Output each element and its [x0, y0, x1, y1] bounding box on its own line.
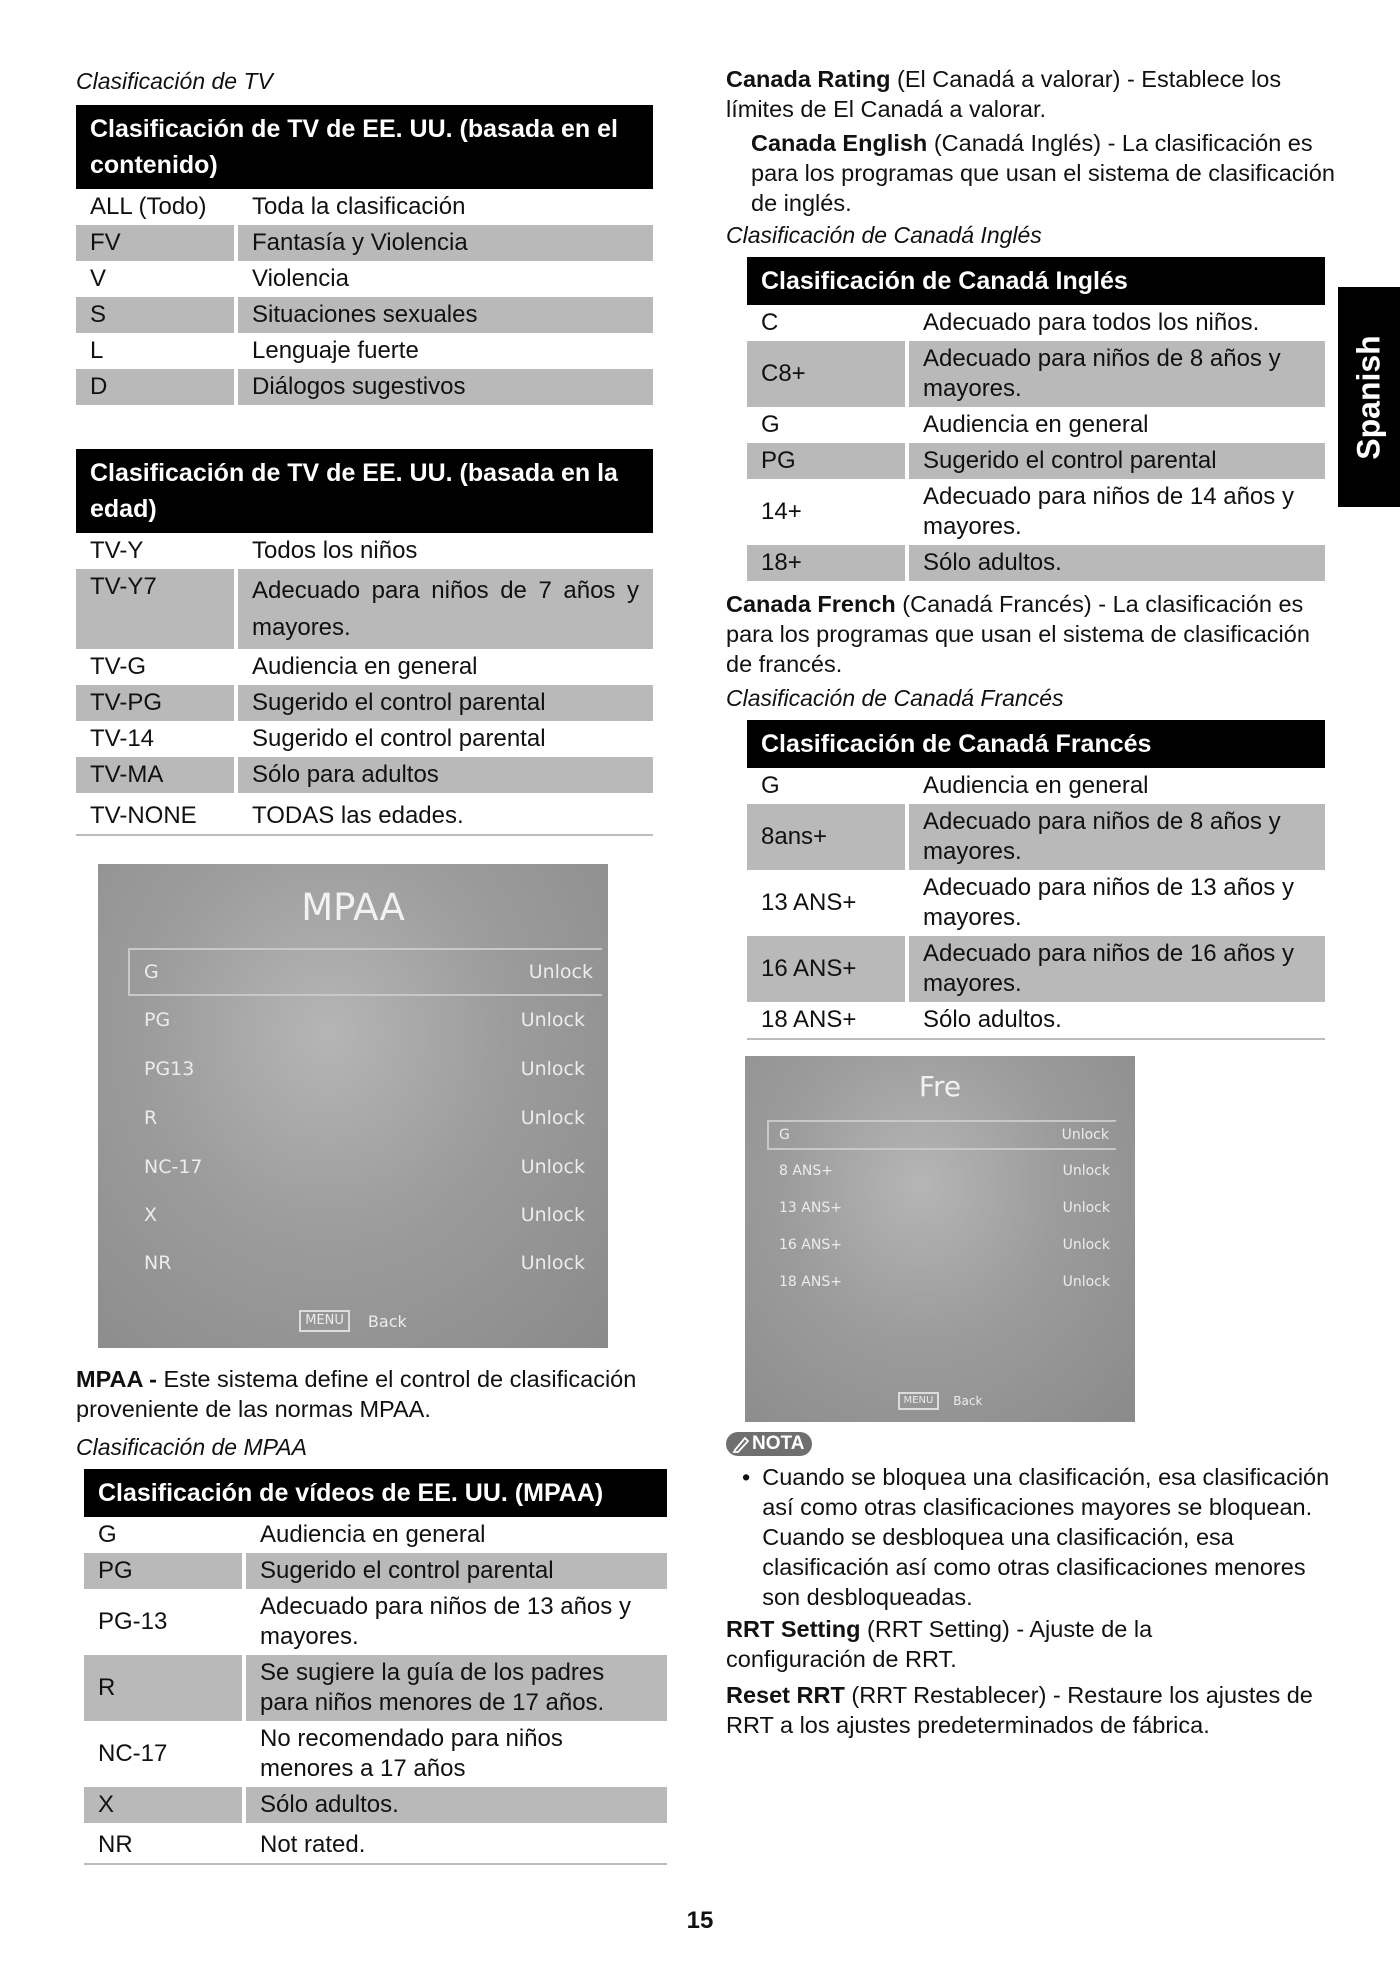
table-row: TV-PG Sugerido el control parental	[76, 685, 653, 721]
screen-footer	[98, 1310, 608, 1332]
language-tab-label: Spanish	[1350, 334, 1387, 460]
back-label: Back	[367, 1311, 407, 1331]
fre-row-16ans[interactable]: 16 ANS+ Unlock	[779, 1237, 1110, 1253]
nota-block	[726, 1432, 1330, 1612]
mpaa-screen	[98, 864, 608, 1348]
canada-rating-paragraph: Canada Rating (El Canadá a valorar) - Establece los límites de El Canadá a valorar.	[726, 66, 1282, 122]
list-item: • Cuando se bloquea una clasificación, esa clasificación así como otras clasificaciones mayores se bloquean. Cuando se desbloquea una clasificación, esa clasificación así como otras clasificaciones menores son desbloqueadas.	[742, 1464, 1330, 1610]
table-title: Clasificación de TV de EE. UU. (basada en la edad)	[76, 449, 653, 533]
caption-mpaa: Clasificación de MPAA	[76, 1434, 307, 1460]
table-row: TV-MA Sólo para adultos	[76, 757, 653, 793]
table-row: S Situaciones sexuales	[76, 297, 653, 333]
table-row: G Audiencia en general	[761, 772, 1149, 799]
mpaa-row-nc17[interactable]: NC-17 Unlock	[144, 1156, 585, 1178]
table-title: Clasificación de Canadá Inglés	[747, 257, 1325, 305]
table-row: TV-G Audiencia en general	[90, 653, 478, 680]
table-row: TV-Y Todos los niños	[90, 537, 418, 564]
table-row: FV Fantasía y Violencia	[76, 225, 653, 261]
table-title: Clasificación de TV de EE. UU. (basada en el contenido)	[76, 105, 653, 189]
table-row: TV-Y7 Adecuado para niños de 7 años y mayores.	[76, 569, 653, 649]
mpaa-rating-table	[84, 1469, 667, 1865]
table-row: C8+ Adecuado para niños de 8 años y mayores.	[747, 341, 1325, 407]
table-row: G Audiencia en general	[98, 1521, 486, 1548]
mpaa-row-pg13[interactable]: PG13 Unlock	[144, 1058, 585, 1080]
caption-canada-french: Clasificación de Canadá Francés	[726, 685, 1064, 711]
mpaa-row-nr[interactable]: NR Unlock	[144, 1252, 585, 1274]
table-row: PG Sugerido el control parental	[747, 443, 1325, 479]
caption-canada-english: Clasificación de Canadá Inglés	[726, 222, 1042, 248]
fre-row-18ans[interactable]: 18 ANS+ Unlock	[779, 1274, 1110, 1290]
table-row: V Violencia	[90, 265, 349, 292]
table-row: ALL (Todo) Toda la clasificación	[90, 193, 466, 220]
pencil-icon	[732, 1435, 752, 1453]
table-row: R Se sugiere la guía de los padres para niños menores de 17 años.	[84, 1655, 667, 1721]
table-row: 18+ Sólo adultos.	[747, 545, 1325, 581]
screen-title: Fre	[918, 1070, 962, 1103]
table-row: L Lenguaje fuerte	[90, 337, 419, 364]
table-row: C Adecuado para todos los niños.	[761, 309, 1260, 336]
menu-key-icon[interactable]: MENU	[898, 1392, 940, 1410]
right-column	[726, 64, 1335, 1740]
canada-french-paragraph: Canada French (Canadá Francés) - La clasificación es para los programas que usan el sistema de clasificación de francés.	[726, 591, 1310, 677]
nota-badge: NOTA	[726, 1432, 812, 1456]
table-row: 16 ANS+ Adecuado para niños de 16 años y mayores.	[747, 936, 1325, 1002]
table-title: Clasificación de vídeos de EE. UU. (MPAA)	[84, 1469, 667, 1517]
fre-screen	[745, 1056, 1135, 1422]
table-row: TV-14 Sugerido el control parental	[90, 725, 546, 752]
table-row: X Sólo adultos.	[84, 1787, 667, 1823]
fre-row-8ans[interactable]: 8 ANS+ Unlock	[779, 1163, 1110, 1179]
rrt-setting-paragraph: RRT Setting (RRT Setting) - Ajuste de la configuración de RRT.	[726, 1616, 1153, 1672]
table-row: 8ans+ Adecuado para niños de 8 años y mayores.	[747, 804, 1325, 870]
fre-row-g[interactable]: G Unlock	[767, 1120, 1117, 1150]
canada-french-table	[747, 720, 1325, 1040]
table-row: 18 ANS+ Sólo adultos.	[747, 1002, 1325, 1040]
table-row: PG Sugerido el control parental	[84, 1553, 667, 1589]
table-row: 14+ Adecuado para niños de 14 años y mayores.	[761, 483, 1294, 540]
tv-age-rating-table	[76, 449, 653, 836]
table-title: Clasificación de Canadá Francés	[747, 720, 1325, 768]
bullet-dot-icon: •	[742, 1464, 751, 1490]
caption-tv: Clasificación de TV	[76, 68, 273, 94]
table-row: NR Not rated.	[84, 1823, 667, 1865]
left-column	[76, 68, 686, 1865]
back-label: Back	[953, 1394, 983, 1408]
fre-row-13ans[interactable]: 13 ANS+ Unlock	[779, 1200, 1110, 1216]
canada-english-table	[747, 257, 1325, 581]
table-row: G Audiencia en general	[761, 411, 1149, 438]
table-row: TV-NONE TODAS las edades.	[76, 793, 653, 836]
screen-footer	[745, 1392, 1135, 1410]
screen-title: MPAA	[301, 886, 405, 929]
page-number: 15	[686, 1907, 714, 1934]
tv-content-rating-table	[76, 105, 653, 405]
table-row: PG-13 Adecuado para niños de 13 años y mayores.	[98, 1593, 631, 1650]
reset-rrt-paragraph: Reset RRT (RRT Restablecer) - Restaure los ajustes de RRT a los ajustes predeterminados de fábrica.	[726, 1682, 1313, 1738]
mpaa-row-x[interactable]: X Unlock	[144, 1204, 585, 1226]
mpaa-row-pg[interactable]: PG Unlock	[144, 1009, 585, 1031]
table-row: D Diálogos sugestivos	[76, 369, 653, 405]
mpaa-description: MPAA - Este sistema define el control de clasificación proveniente de las normas MPAA.	[76, 1366, 637, 1422]
menu-key-icon[interactable]: MENU	[299, 1310, 350, 1332]
table-row: 13 ANS+ Adecuado para niños de 13 años y mayores.	[761, 874, 1294, 931]
canada-english-paragraph: Canada English (Canadá Inglés) - La clasificación es para los programas que usan el sistema de clasificación de inglés.	[751, 130, 1335, 216]
language-tab	[1338, 287, 1400, 507]
table-row: NC-17 No recomendado para niños menores a 17 años	[98, 1725, 563, 1782]
mpaa-row-g[interactable]: G Unlock	[128, 948, 603, 996]
mpaa-row-r[interactable]: R Unlock	[144, 1107, 585, 1129]
